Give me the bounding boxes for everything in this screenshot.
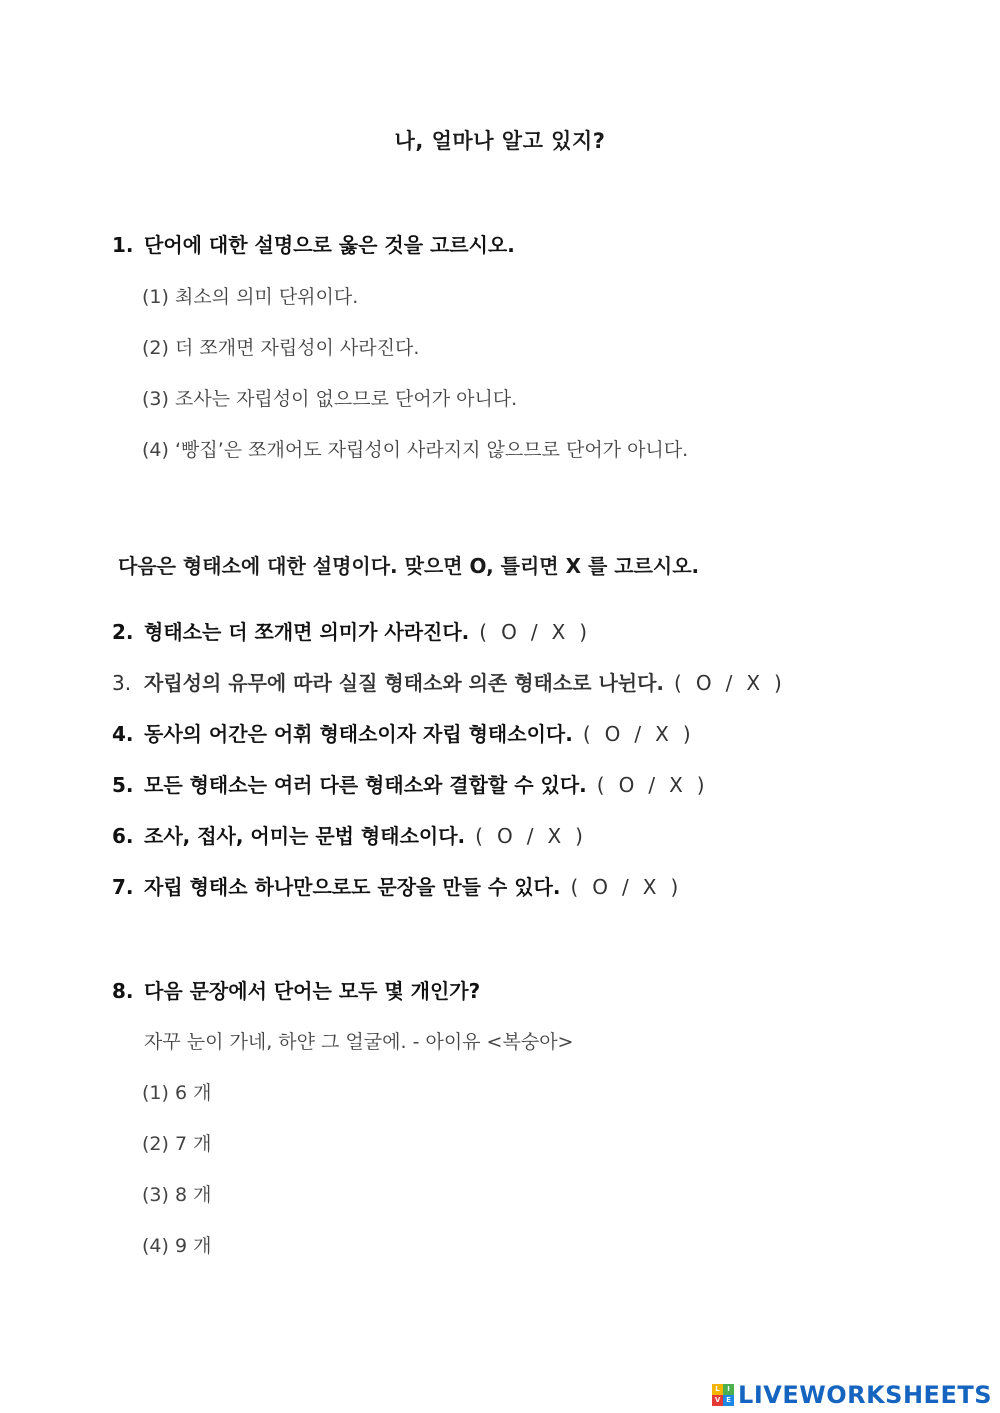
- q8-option-2[interactable]: [142, 1129, 211, 1156]
- question-text: 단어에 대한 설명으로 옳은 것을 고르시오.: [144, 233, 515, 257]
- choice-x[interactable]: X: [746, 671, 763, 695]
- option-text: 7 개: [174, 1133, 212, 1155]
- choice-x[interactable]: X: [642, 875, 659, 899]
- ox-item-2: [112, 616, 589, 645]
- paren-close: ): [696, 773, 707, 797]
- paren-open: (: [674, 671, 684, 695]
- choice-slash: /: [725, 671, 735, 695]
- choice-slash: /: [634, 722, 644, 746]
- option-text: 9 개: [174, 1235, 212, 1257]
- question-number: 3.: [112, 671, 132, 695]
- question-number: 2.: [112, 620, 134, 644]
- choice-o[interactable]: O: [501, 620, 519, 644]
- ox-item-5: [112, 769, 707, 798]
- choice-slash: /: [648, 773, 658, 797]
- option-text: 더 쪼개면 자립성이 사라진다.: [174, 337, 420, 359]
- option-label: (1): [142, 1082, 169, 1104]
- q8-quote: 자꾸 눈이 가네, 하얀 그 얼굴에. - 아이유 <복숭아>: [144, 1031, 574, 1053]
- ox-instruction: 다음은 형태소에 대한 설명이다. 맞으면 O, 틀리면 X 를 고르시오.: [118, 554, 700, 578]
- option-label: (2): [142, 1133, 169, 1155]
- q8-option-4[interactable]: [142, 1231, 211, 1258]
- paren-open: (: [479, 620, 490, 644]
- logo-mark-i: I: [723, 1384, 734, 1395]
- paren-open: (: [475, 824, 485, 848]
- choice-x[interactable]: X: [669, 773, 685, 797]
- question-1: [112, 229, 515, 258]
- option-text: 조사는 자립성이 없으므로 단어가 아니다.: [174, 388, 518, 410]
- ox-choice[interactable]: [570, 875, 680, 899]
- choice-x[interactable]: X: [547, 824, 564, 848]
- q1-option-4[interactable]: [142, 435, 688, 462]
- paren-close: ): [575, 824, 585, 848]
- ox-item-3: [112, 667, 784, 696]
- option-text: 최소의 의미 단위이다.: [174, 286, 359, 308]
- paren-close: ): [670, 875, 681, 899]
- question-8: [112, 975, 480, 1004]
- q1-option-1[interactable]: [142, 282, 358, 309]
- ox-choice[interactable]: [479, 620, 589, 644]
- liveworksheets-logo: [712, 1381, 992, 1409]
- ox-item-4: [112, 718, 693, 747]
- ox-choice[interactable]: [475, 824, 585, 848]
- option-text: 6 개: [174, 1082, 212, 1104]
- ox-choice[interactable]: [674, 671, 784, 695]
- question-text: 모든 형태소는 여러 다른 형태소와 결합할 수 있다.: [144, 773, 587, 797]
- paren-open: (: [596, 773, 607, 797]
- page-title: 나, 얼마나 알고 있지?: [394, 129, 606, 153]
- paren-open: (: [570, 875, 581, 899]
- ox-item-7: [112, 871, 680, 900]
- option-label: (4): [142, 1235, 169, 1257]
- choice-o[interactable]: O: [496, 824, 515, 848]
- question-number: 4.: [112, 722, 134, 746]
- option-text: ‘빵집’은 쪼개어도 자립성이 사라지지 않으므로 단어가 아니다.: [174, 439, 689, 461]
- q8-option-1[interactable]: [142, 1078, 211, 1105]
- logo-text: LIVEWORKSHEETS: [738, 1381, 992, 1409]
- option-label: (1): [142, 286, 169, 308]
- choice-o[interactable]: O: [618, 773, 637, 797]
- choice-slash: /: [526, 824, 536, 848]
- question-text: 자립성의 유무에 따라 실질 형태소와 의존 형태소로 나뉜다.: [144, 671, 665, 695]
- paren-close: ): [579, 620, 590, 644]
- paren-close: ): [774, 671, 784, 695]
- question-number: 8.: [112, 979, 134, 1003]
- question-text: 조사, 접사, 어미는 문법 형태소이다.: [144, 824, 466, 848]
- option-label: (2): [142, 337, 169, 359]
- ox-choice[interactable]: [597, 773, 707, 797]
- q1-option-2[interactable]: [142, 333, 419, 360]
- logo-mark-e: E: [723, 1395, 734, 1406]
- question-number: 5.: [112, 773, 134, 797]
- question-number: 7.: [112, 875, 134, 899]
- question-text: 다음 문장에서 단어는 모두 몇 개인가?: [144, 979, 481, 1003]
- logo-icon: [712, 1384, 734, 1406]
- q1-option-3[interactable]: [142, 384, 517, 411]
- choice-x[interactable]: X: [551, 620, 568, 644]
- choice-o[interactable]: O: [695, 671, 714, 695]
- option-label: (3): [142, 388, 169, 410]
- question-number: 1.: [112, 233, 134, 257]
- logo-mark-v: V: [712, 1395, 723, 1406]
- question-text: 형태소는 더 쪼개면 의미가 사라진다.: [144, 620, 470, 644]
- question-text: 자립 형태소 하나만으로도 문장을 만들 수 있다.: [144, 875, 561, 899]
- question-text: 동사의 어간은 어휘 형태소이자 자립 형태소이다.: [144, 722, 573, 746]
- choice-o[interactable]: O: [604, 722, 623, 746]
- ox-choice[interactable]: [583, 722, 693, 746]
- question-number: 6.: [112, 824, 134, 848]
- choice-o[interactable]: O: [592, 875, 611, 899]
- paren-open: (: [582, 722, 593, 746]
- option-label: (4): [142, 439, 169, 461]
- ox-item-6: [112, 820, 585, 849]
- logo-mark-l: L: [712, 1384, 723, 1395]
- paren-close: ): [682, 722, 693, 746]
- option-label: (3): [142, 1184, 169, 1206]
- q8-option-3[interactable]: [142, 1180, 211, 1207]
- choice-x[interactable]: X: [655, 722, 671, 746]
- option-text: 8 개: [174, 1184, 212, 1206]
- choice-slash: /: [622, 875, 631, 899]
- choice-slash: /: [530, 620, 540, 644]
